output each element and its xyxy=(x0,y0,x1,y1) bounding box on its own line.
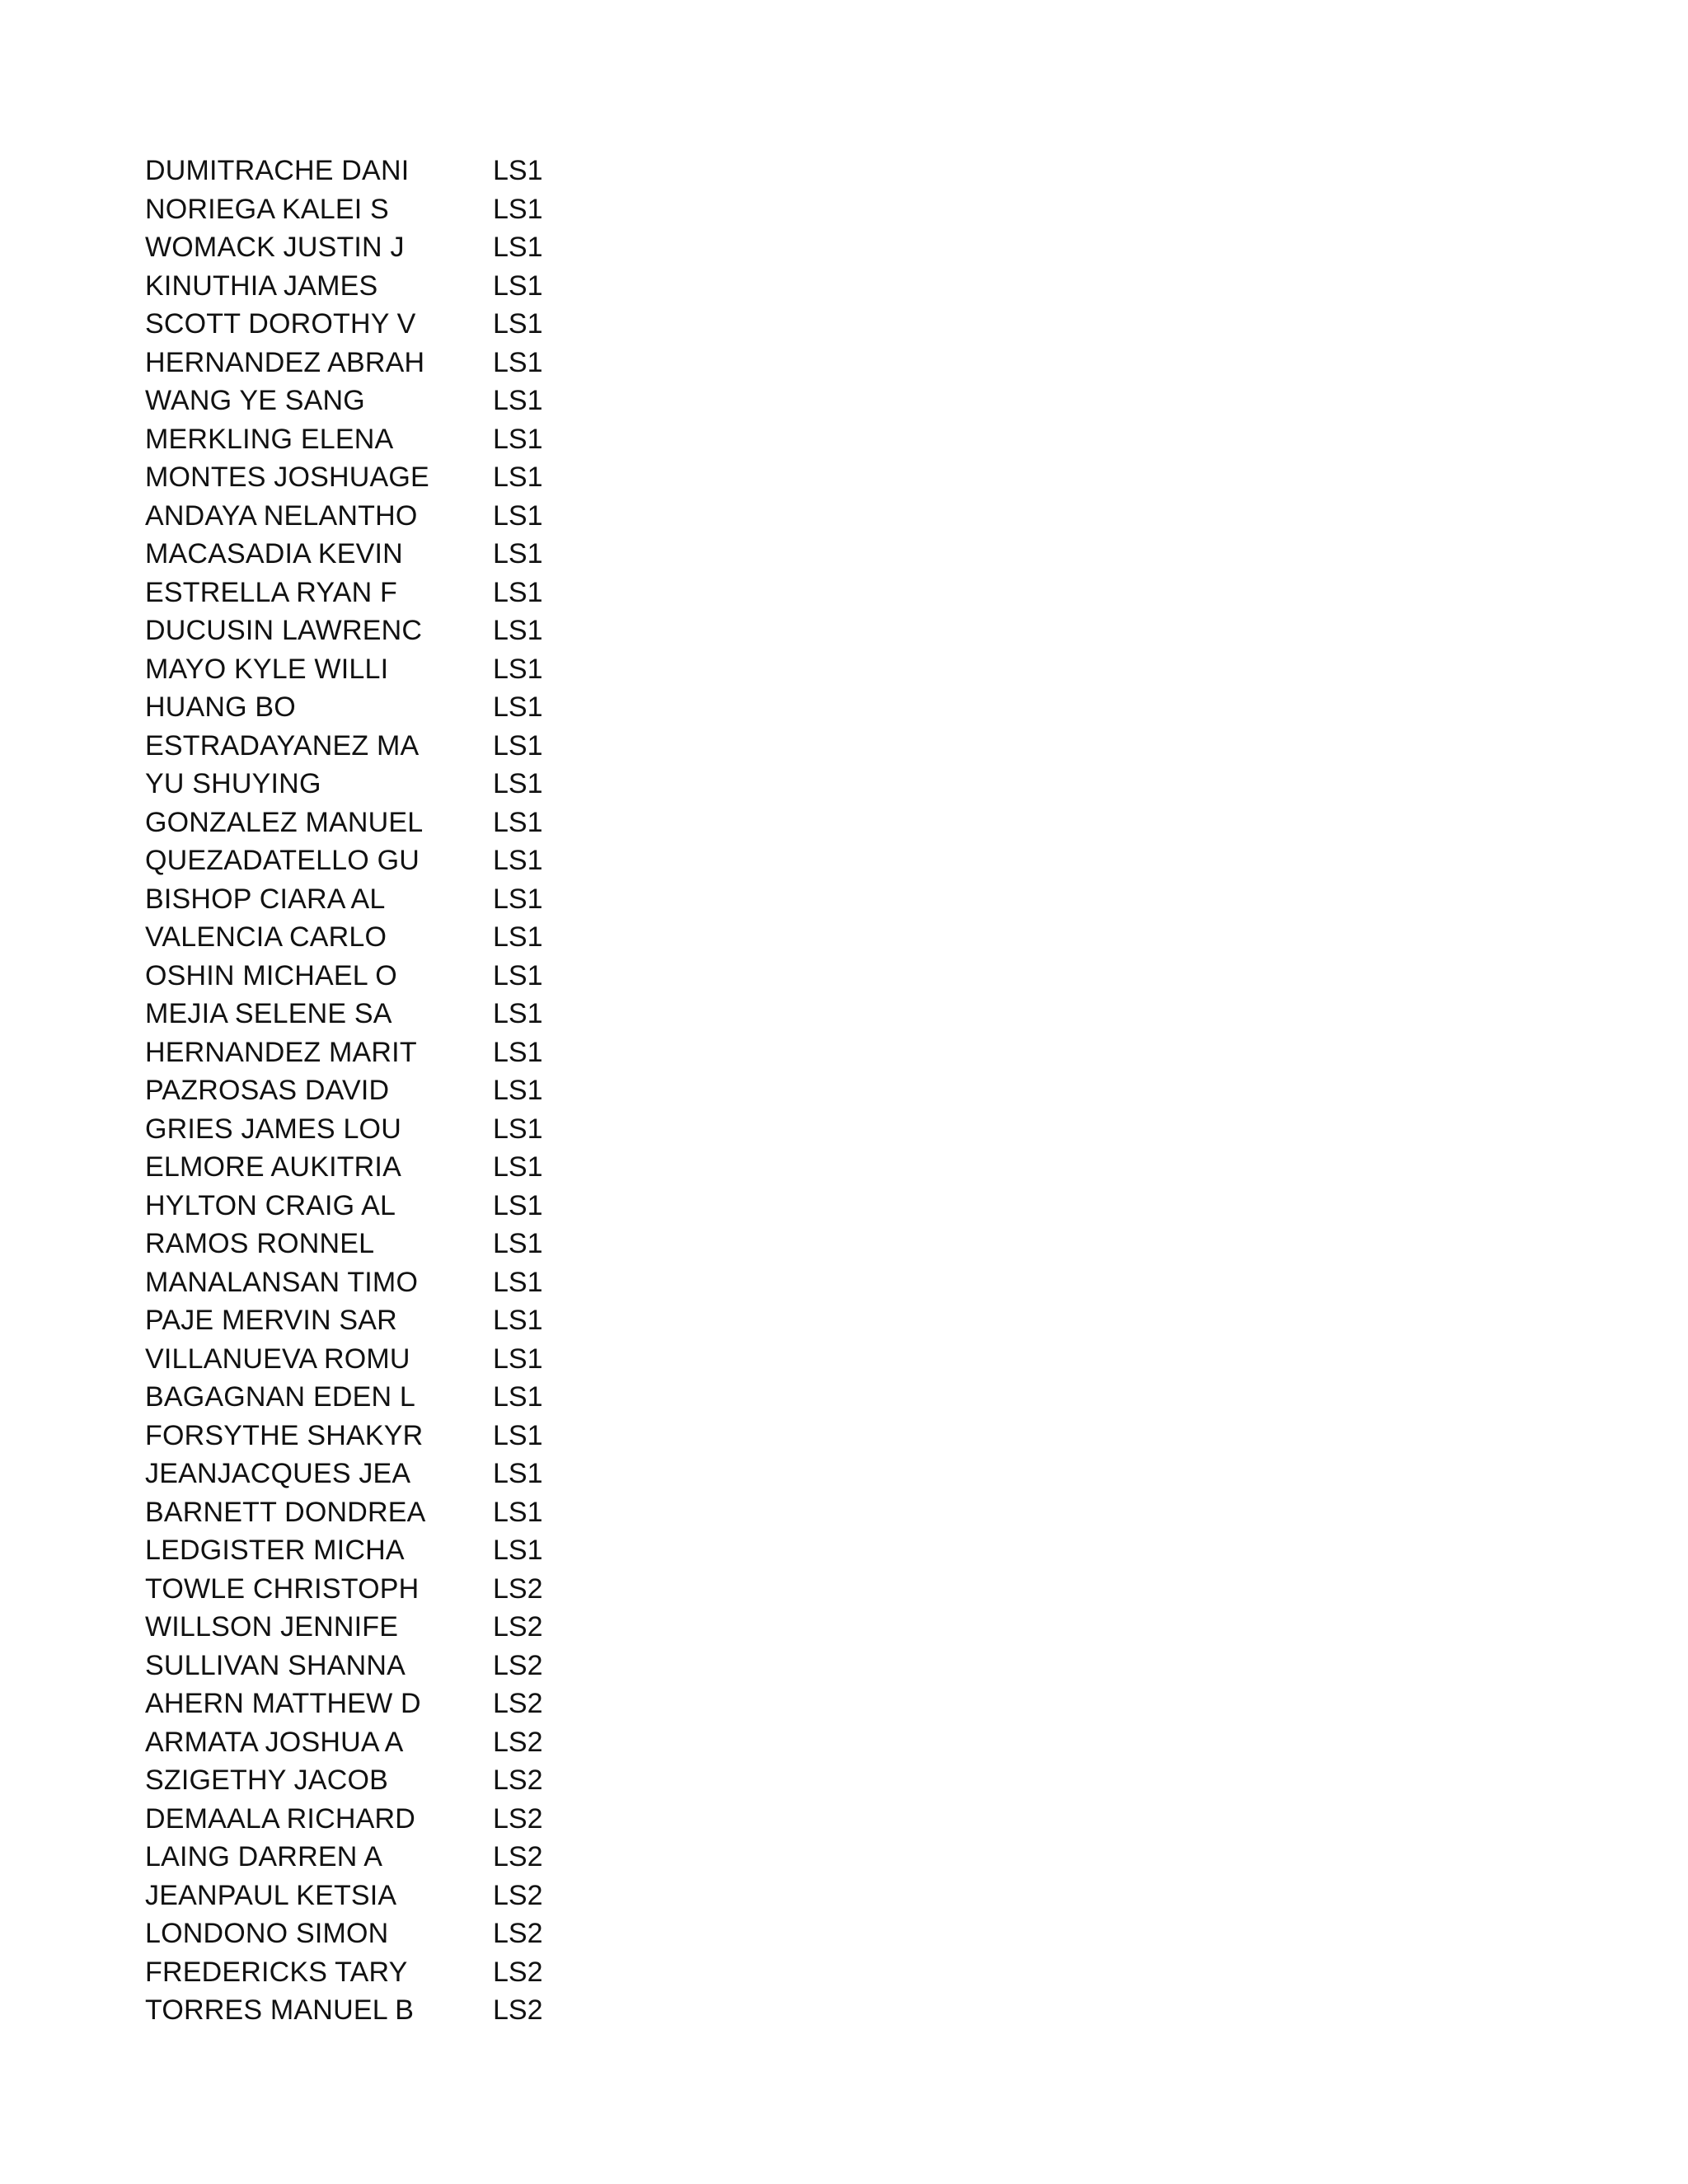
row-code: LS2 xyxy=(493,1765,543,1796)
list-row xyxy=(145,1071,722,1110)
row-code: LS1 xyxy=(493,615,543,646)
row-name: MAYO KYLE WILLI xyxy=(145,653,389,685)
row-code: LS2 xyxy=(493,1918,543,1949)
row-name: PAZROSAS DAVID xyxy=(145,1075,390,1106)
row-code: LS2 xyxy=(493,1649,543,1681)
row-name: ANDAYA NELANTHO xyxy=(145,499,418,532)
row-name: SULLIVAN SHANNA xyxy=(145,1649,406,1681)
row-code: LS1 xyxy=(493,1036,543,1068)
row-code: LS1 xyxy=(493,155,543,186)
list-row xyxy=(145,1148,722,1187)
row-name: HERNANDEZ ABRAH xyxy=(145,346,425,378)
row-code: LS2 xyxy=(493,1688,543,1719)
list-row xyxy=(145,727,722,766)
list-row xyxy=(145,1953,722,1992)
row-name: VALENCIA CARLO xyxy=(145,921,387,953)
row-code: LS1 xyxy=(493,1535,543,1566)
list-row xyxy=(145,841,722,880)
row-name: MACASADIA KEVIN xyxy=(145,538,403,569)
list-row xyxy=(145,1493,722,1532)
list-row xyxy=(145,1838,722,1877)
row-name: JEANPAUL KETSIA xyxy=(145,1879,397,1911)
list-row xyxy=(145,1378,722,1417)
list-row xyxy=(145,1647,722,1685)
list-row xyxy=(145,382,722,420)
row-code: LS2 xyxy=(493,1956,543,1988)
list-row xyxy=(145,420,722,459)
list-row xyxy=(145,765,722,804)
list-row xyxy=(145,1033,722,1072)
row-name: BISHOP CIARA AL xyxy=(145,883,386,915)
row-name: DUCUSIN LAWRENC xyxy=(145,615,423,646)
row-name: GRIES JAMES LOU xyxy=(145,1113,401,1145)
row-name: KINUTHIA JAMES xyxy=(145,269,378,302)
row-name: DUMITRACHE DANI xyxy=(145,155,410,186)
row-name: DEMAALA RICHARD xyxy=(145,1802,415,1835)
row-code: LS1 xyxy=(493,346,543,378)
row-code: LS1 xyxy=(493,806,543,838)
row-code: LS1 xyxy=(493,1189,543,1221)
row-name: ESTRADAYANEZ MA xyxy=(145,729,420,762)
row-name: MANALANSAN TIMO xyxy=(145,1266,419,1298)
row-code: LS1 xyxy=(493,1381,543,1413)
row-name: LONDONO SIMON xyxy=(145,1918,389,1949)
row-name: ESTRELLA RYAN F xyxy=(145,576,397,608)
row-code: LS1 xyxy=(493,1343,543,1375)
row-code: LS1 xyxy=(493,1075,543,1106)
row-code: LS1 xyxy=(493,1228,543,1259)
list-row xyxy=(145,1608,722,1647)
row-name: BARNETT DONDREA xyxy=(145,1496,426,1528)
list-row xyxy=(145,535,722,574)
list-row xyxy=(145,1685,722,1723)
row-code: LS2 xyxy=(493,1879,543,1911)
name-code-list xyxy=(145,152,722,2030)
row-code: LS2 xyxy=(493,1572,543,1605)
row-code: LS2 xyxy=(493,1611,543,1643)
row-name: ARMATA JOSHUA A xyxy=(145,1726,404,1758)
row-name: MERKLING ELENA xyxy=(145,423,394,455)
row-code: LS1 xyxy=(493,959,543,991)
list-row xyxy=(145,1877,722,1915)
row-name: WILLSON JENNIFE xyxy=(145,1611,399,1643)
row-code: LS1 xyxy=(493,1151,543,1183)
row-code: LS1 xyxy=(493,691,543,723)
row-name: HUANG BO xyxy=(145,691,296,723)
list-row xyxy=(145,1570,722,1609)
list-row xyxy=(145,1263,722,1302)
row-code: LS1 xyxy=(493,1266,543,1298)
row-name: WOMACK JUSTIN J xyxy=(145,232,405,263)
row-name: JEANJACQUES JEA xyxy=(145,1458,411,1489)
list-row xyxy=(145,804,722,842)
row-name: BAGAGNAN EDEN L xyxy=(145,1381,415,1413)
row-name: PAJE MERVIN SAR xyxy=(145,1305,397,1336)
row-name: RAMOS RONNEL xyxy=(145,1228,375,1259)
list-row xyxy=(145,1340,722,1379)
row-name: WANG YE SANG xyxy=(145,385,365,416)
row-code: LS1 xyxy=(493,998,543,1029)
row-code: LS1 xyxy=(493,385,543,416)
row-name: QUEZADATELLO GU xyxy=(145,845,420,876)
row-code: LS1 xyxy=(493,921,543,953)
row-code: LS2 xyxy=(493,1841,543,1872)
row-code: LS1 xyxy=(493,1113,543,1145)
list-row xyxy=(145,267,722,306)
row-code: LS1 xyxy=(493,232,543,263)
row-name: LAING DARREN A xyxy=(145,1841,383,1872)
row-code: LS1 xyxy=(493,653,543,685)
row-code: LS1 xyxy=(493,1458,543,1489)
row-code: LS1 xyxy=(493,576,543,608)
list-row xyxy=(145,458,722,497)
list-row xyxy=(145,880,722,919)
list-row xyxy=(145,957,722,996)
row-name: GONZALEZ MANUEL xyxy=(145,806,424,838)
row-code: LS1 xyxy=(493,1419,543,1451)
row-name: SZIGETHY JACOB xyxy=(145,1765,389,1796)
list-row xyxy=(145,1991,722,2030)
list-row xyxy=(145,1301,722,1340)
row-code: LS1 xyxy=(493,193,543,225)
list-row xyxy=(145,1531,722,1570)
row-name: TOWLE CHRISTOPH xyxy=(145,1572,420,1605)
row-code: LS1 xyxy=(493,538,543,569)
row-name: SCOTT DOROTHY V xyxy=(145,308,416,340)
list-row xyxy=(145,228,722,267)
row-code: LS1 xyxy=(493,883,543,915)
row-name: ELMORE AUKITRIA xyxy=(145,1151,401,1183)
row-code: LS1 xyxy=(493,845,543,876)
list-row xyxy=(145,612,722,650)
row-code: LS1 xyxy=(493,308,543,340)
list-row xyxy=(145,1723,722,1762)
row-name: TORRES MANUEL B xyxy=(145,1994,415,2026)
list-row xyxy=(145,688,722,727)
row-code: LS1 xyxy=(493,768,543,799)
list-row xyxy=(145,344,722,382)
row-code: LS1 xyxy=(493,423,543,455)
list-row xyxy=(145,190,722,229)
list-row xyxy=(145,152,722,190)
list-row xyxy=(145,1761,722,1800)
row-code: LS2 xyxy=(493,1994,543,2026)
row-name: YU SHUYING xyxy=(145,768,321,799)
row-name: LEDGISTER MICHA xyxy=(145,1535,405,1566)
list-row xyxy=(145,1800,722,1839)
row-name: NORIEGA KALEI S xyxy=(145,193,389,225)
row-code: LS1 xyxy=(493,1496,543,1528)
list-row xyxy=(145,1187,722,1226)
list-row xyxy=(145,305,722,344)
row-code: LS1 xyxy=(493,1305,543,1336)
list-row xyxy=(145,995,722,1033)
list-row xyxy=(145,918,722,957)
list-row xyxy=(145,574,722,612)
list-row xyxy=(145,1417,722,1455)
row-name: FORSYTHE SHAKYR xyxy=(145,1419,424,1451)
row-code: LS2 xyxy=(493,1726,543,1758)
row-name: HERNANDEZ MARIT xyxy=(145,1036,417,1068)
list-row xyxy=(145,497,722,536)
list-row xyxy=(145,1225,722,1263)
row-name: FREDERICKS TARY xyxy=(145,1956,408,1988)
row-code: LS1 xyxy=(493,499,543,532)
row-code: LS1 xyxy=(493,269,543,302)
row-name: HYLTON CRAIG AL xyxy=(145,1189,396,1221)
row-name: VILLANUEVA ROMU xyxy=(145,1343,410,1375)
row-code: LS1 xyxy=(493,462,543,493)
list-row xyxy=(145,650,722,689)
row-name: OSHIN MICHAEL O xyxy=(145,959,397,991)
row-code: LS1 xyxy=(493,729,543,762)
list-row xyxy=(145,1110,722,1149)
row-name: AHERN MATTHEW D xyxy=(145,1688,421,1719)
list-row xyxy=(145,1455,722,1493)
row-name: MONTES JOSHUAGE xyxy=(145,462,429,493)
row-name: MEJIA SELENE SA xyxy=(145,998,392,1029)
list-row xyxy=(145,1915,722,1953)
row-code: LS2 xyxy=(493,1802,543,1835)
